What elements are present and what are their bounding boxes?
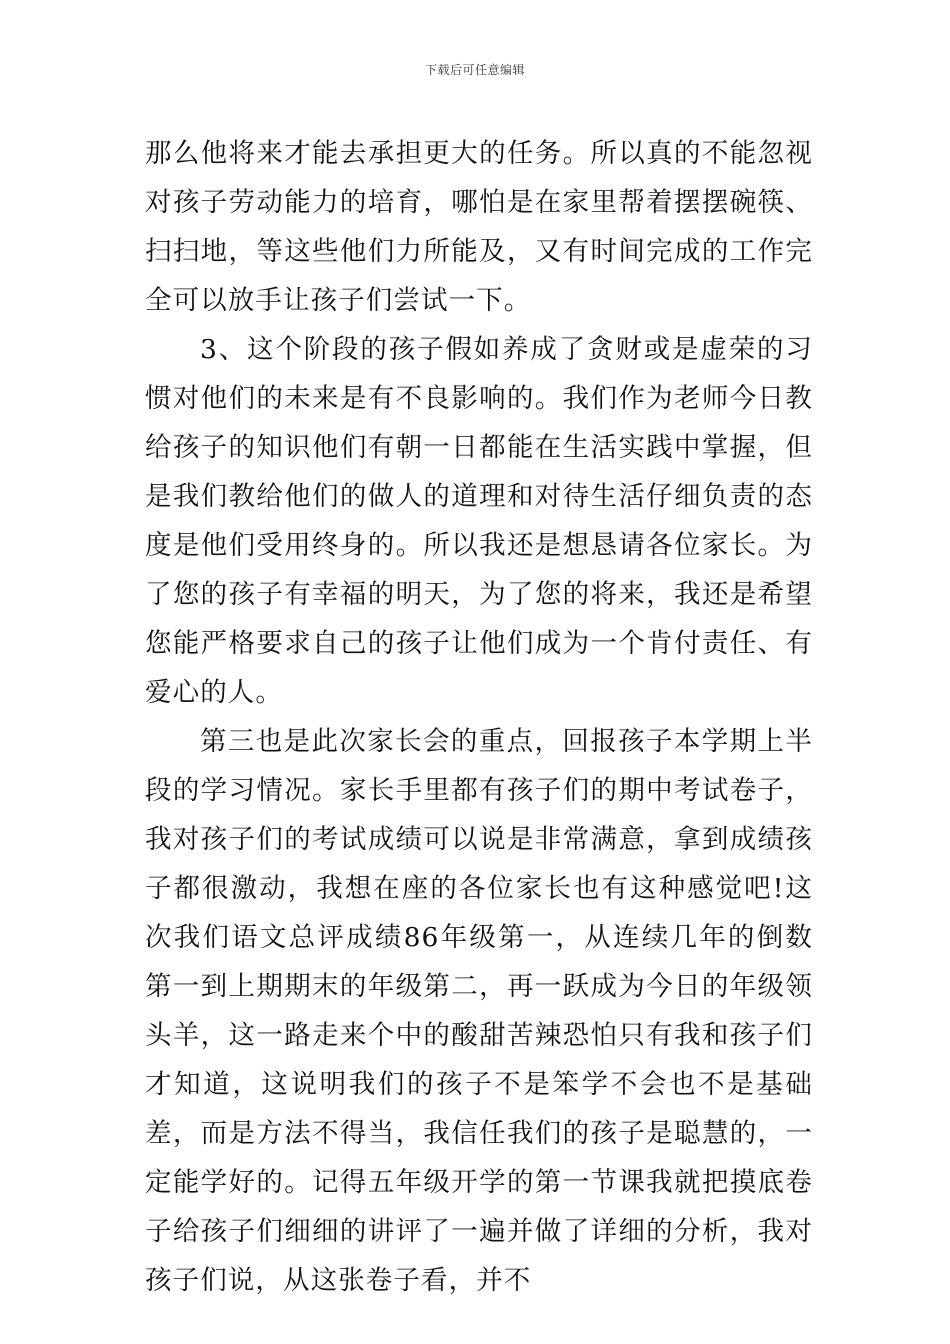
page-header-note: 下载后可任意编辑 — [424, 63, 525, 77]
paragraph-third-topic: 第三也是此次家长会的重点，回报孩子本学期上半段的学习情况。家长手里都有孩子们的期中考试卷子，我对孩子们的考试成绩可以说是非常满意，拿到成绩孩子都很激动，我想在座的各位家长也有这种感觉吧!这次我们语文总评成绩86年级第一，从连续几年的倒数第一到上期期末的年级第二，再一跃成为今日的年级领头羊，这一路走来个中的酸甜苦辣恐怕只有我和孩子们才知道，这说明我们的孩子不是笨学不会也不是基础差，而是方法不得当，我信任我们的孩子是聪慧的，一定能学好的。记得五年级开学的第一节课我就把摸底卷子给孩子们细细的讲评了一遍并做了详细的分析，我对孩子们说，从这张卷子看，并不 — [145, 726, 813, 1296]
document-body — [145, 129, 813, 1305]
paragraph-point-3: 3、这个阶段的孩子假如养成了贪财或是虚荣的习惯对他们的未来是有不良影响的。我们作为老师今日教给孩子的知识他们有朝一日都能在生活实践中掌握，但是我们教给他们的做人的道理和对待生活仔细负责的态度是他们受用终身的。所以我还是想恳请各位家长。为了您的孩子有幸福的明天，为了您的将来，我还是希望您能严格要求自己的孩子让他们成为一个肯付责任、有爱心的人。 — [145, 334, 813, 708]
paragraph-continuation: 那么他将来才能去承担更大的任务。所以真的不能忽视对孩子劳动能力的培育，哪怕是在家里帮着摆摆碗筷、扫扫地，等这些他们力所能及，又有时间完成的工作完全可以放手让孩子们尝试一下。 — [145, 138, 813, 316]
